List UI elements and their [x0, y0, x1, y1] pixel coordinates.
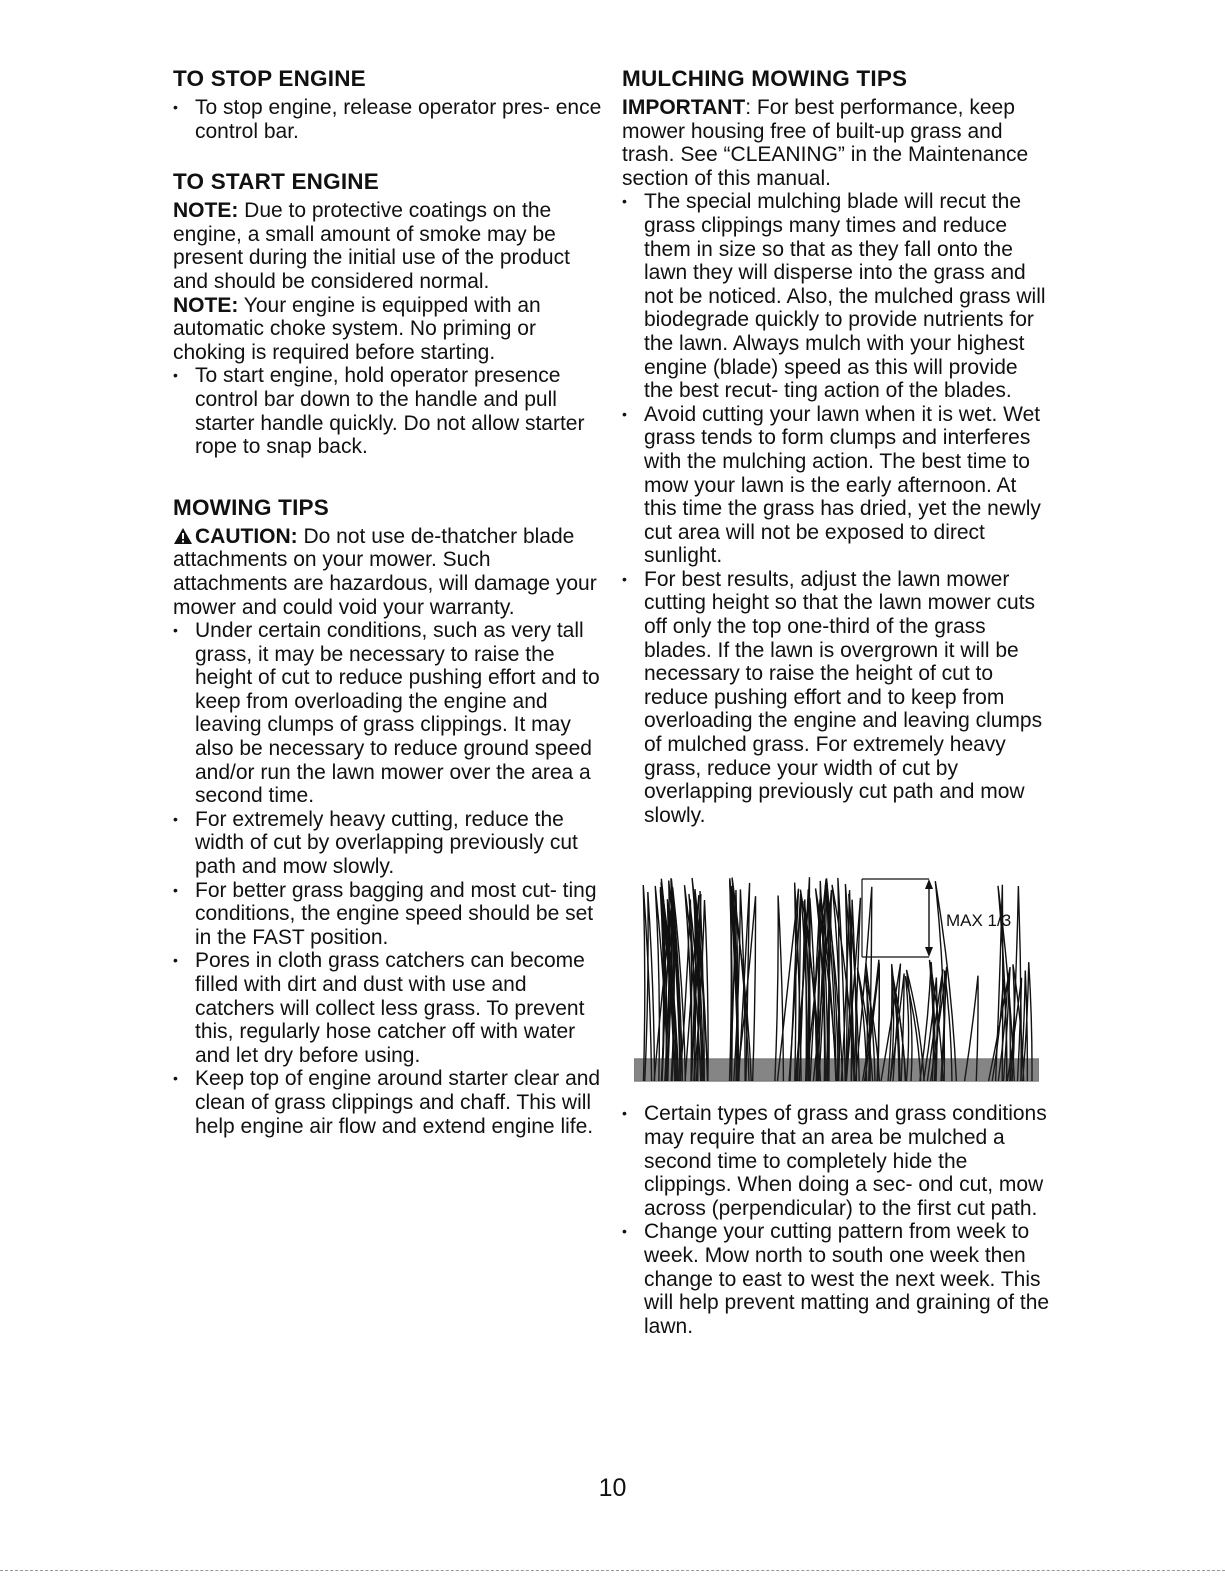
- page-bottom-rule: [0, 1570, 1225, 1571]
- stop-engine-list: [173, 96, 603, 143]
- note-text: Your engine is equipped with an automatic choke system. No priming or choking is required before starting.: [173, 293, 541, 364]
- caution-label: CAUTION:: [195, 524, 298, 548]
- list-item: • Change your cutting pattern from week to week. Mow north to south one week then change to east to west the next week. This will help prevent matting and graining of the lawn.: [622, 1220, 1052, 1338]
- start-engine-heading: TO START ENGINE: [173, 169, 379, 195]
- mulching-tips-list: [622, 190, 1052, 827]
- list-item: • For best results, adjust the lawn mower cutting height so that the lawn mower cuts off only the top one-third of the grass blades. If the lawn is overgrown it will be necessary to raise the height of cut to reduce pushing effort and to keep from overloading the engine and leaving clumps of mulched grass. For extremely heavy grass, reduce your width of cut by overlapping previously cut path and mow slowly.: [622, 568, 1052, 828]
- stop-engine-heading: TO STOP ENGINE: [173, 66, 366, 91]
- mowing-tips-list: [173, 619, 603, 1138]
- grass-height-illustration: [634, 869, 1039, 1084]
- grass-blades-drawing: [634, 869, 1039, 1084]
- list-item: • Keep top of engine around starter clear and clean of grass clippings and chaff. This will help engine air flow and extend engine life.: [173, 1067, 603, 1138]
- important-label: IMPORTANT: [622, 96, 746, 119]
- list-item: • To stop engine, release operator pres- ence control bar.: [173, 96, 603, 143]
- note-paragraph: [173, 199, 603, 293]
- start-engine-list: [173, 364, 603, 458]
- list-item: • Under certain conditions, such as very tall grass, it may be necessary to raise the height of cut to reduce pushing effort and to keep from overloading the engine and leaving clumps of grass clippings. It may also be necessary to reduce ground speed and/or run the lawn mower over the area a second time.: [173, 619, 603, 808]
- list-item: • For better grass bagging and most cut- ting conditions, the engine speed should be set in the FAST position.: [173, 879, 603, 950]
- list-item: • The special mulching blade will recut the grass clippings many times and reduce them in size so that as they fall onto the lawn they will disperse into the grass and not be noticed. Also, the mulched grass will biodegrade quickly to provide nutrients for the lawn. Always mulch with your highest engine (blade) speed as this will provide the best recut- ting action of the blades.: [622, 190, 1052, 402]
- list-item: • To start engine, hold operator presence control bar down to the handle and pull starter handle quickly. Do not allow starter rope to snap back.: [173, 364, 603, 458]
- list-item: • Avoid cutting your lawn when it is wet. Wet grass tends to form clumps and interferes with the mulching action. The best time to mow your lawn is the early afternoon. At this time the grass has dried, yet the newly cut area will not be exposed to direct sunlight.: [622, 403, 1052, 568]
- right-column: [622, 66, 1052, 1338]
- page-number: 10: [598, 1474, 627, 1502]
- caution-paragraph: [173, 525, 603, 619]
- note-label: NOTE:: [173, 293, 239, 317]
- important-text: : For best performance, keep mower housing free of built-up grass and trash. See “CLEANING” in the Maintenance section of this manual.: [622, 96, 1029, 190]
- important-paragraph: [622, 96, 1052, 190]
- mulching-tips-list-2: [622, 1102, 1052, 1338]
- mulching-heading: MULCHING MOWING TIPS: [622, 66, 908, 91]
- note-text: Due to protective coatings on the engine, a small amount of smoke may be present during the initial use of the product and should be considered normal.: [173, 199, 570, 293]
- list-item: • Pores in cloth grass catchers can become filled with dirt and dust with use and catchers will collect less grass. To prevent this, regularly hose catcher off with water and let dry before using.: [173, 949, 603, 1067]
- caution-text: Do not use de-thatcher blade attachments on your mower. Such attachments are hazardous, will damage your mower and could void your warranty.: [173, 524, 597, 619]
- note-label: NOTE:: [173, 199, 239, 223]
- left-column: [173, 66, 603, 1138]
- list-item: • For extremely heavy cutting, reduce the width of cut by overlapping previously cut path and mow slowly.: [173, 808, 603, 879]
- list-item: • Certain types of grass and grass conditions may require that an area be mulched a second time to completely hide the clippings. When doing a sec- ond cut, mow across (perpendicular) to the first cut path.: [622, 1102, 1052, 1220]
- warning-triangle-icon: [173, 527, 193, 545]
- note-paragraph: [173, 294, 603, 365]
- mowing-tips-heading: MOWING TIPS: [173, 494, 329, 520]
- max-third-label: MAX 1/3: [946, 911, 1012, 931]
